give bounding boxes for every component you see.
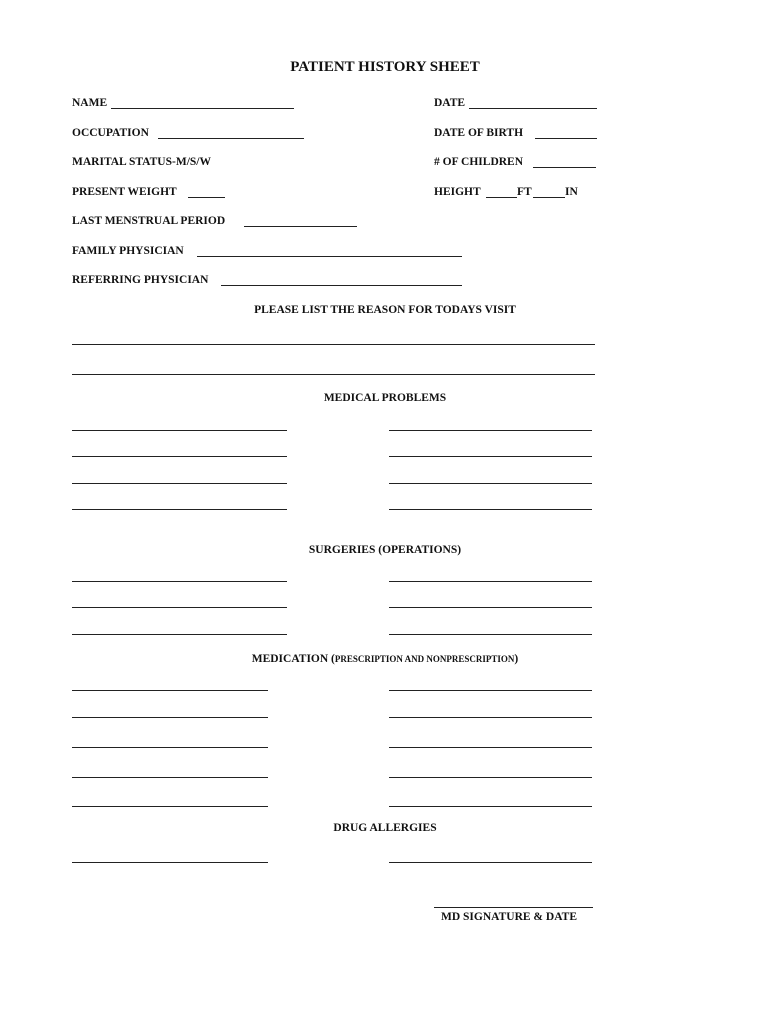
children-label: # OF CHILDREN [434,156,524,168]
marital-status-label: MARITAL STATUS-M/S/W [72,156,211,168]
drug-allergies-heading: DRUG ALLERGIES [333,822,437,834]
md-signature-label: MD SIGNATURE & DATE [441,911,577,923]
medication-line[interactable] [389,806,592,807]
children-field[interactable] [533,167,596,168]
family-physician-field[interactable] [197,256,462,257]
medical-problem-line[interactable] [389,483,592,484]
medication-line[interactable] [72,690,268,691]
height-ft-field[interactable] [486,197,517,198]
medication-line[interactable] [72,777,268,778]
surgery-line[interactable] [389,607,592,608]
surgery-line[interactable] [72,607,287,608]
surgeries-heading: SURGERIES (OPERATIONS) [308,544,462,556]
referring-physician-field[interactable] [221,285,462,286]
height-ft-label: FT [517,186,532,198]
medical-problem-line[interactable] [72,430,287,431]
medication-note: PRESCRIPTION AND NONPRESCRIPTION [334,654,515,664]
height-in-field[interactable] [533,197,565,198]
date-field[interactable] [469,108,597,109]
medication-line[interactable] [389,717,592,718]
page-title: PATIENT HISTORY SHEET [290,59,480,75]
medical-problem-line[interactable] [72,483,287,484]
drug-allergy-line[interactable] [389,862,592,863]
drug-allergy-line[interactable] [72,862,268,863]
surgery-line[interactable] [389,581,592,582]
medication-heading [0,652,770,666]
present-weight-label: PRESENT WEIGHT [72,186,177,198]
medical-problem-line[interactable] [72,456,287,457]
surgery-line[interactable] [72,581,287,582]
medication-close: ) [514,653,519,665]
height-in-label: IN [565,186,578,198]
medication-line[interactable] [72,717,268,718]
occupation-label: OCCUPATION [72,127,149,139]
medication-line[interactable] [389,747,592,748]
last-menstrual-field[interactable] [244,226,357,227]
family-physician-label: FAMILY PHYSICIAN [72,245,184,257]
occupation-field[interactable] [158,138,304,139]
last-menstrual-label: LAST MENSTRUAL PERIOD [72,215,226,227]
weight-field[interactable] [188,197,225,198]
height-label: HEIGHT [434,186,481,198]
surgery-line[interactable] [389,634,592,635]
medication-line[interactable] [389,777,592,778]
medical-problem-line[interactable] [389,430,592,431]
medical-problems-heading: MEDICAL PROBLEMS [323,392,447,404]
medical-problem-line[interactable] [72,509,287,510]
name-field[interactable] [111,108,294,109]
medication-line[interactable] [72,806,268,807]
date-of-birth-field[interactable] [535,138,597,139]
medical-problem-line[interactable] [389,509,592,510]
md-signature-line[interactable] [434,907,593,908]
medication-line[interactable] [389,690,592,691]
surgery-line[interactable] [72,634,287,635]
reason-line[interactable] [72,374,595,375]
date-of-birth-label: DATE OF BIRTH [434,127,524,139]
name-label: NAME [72,97,108,109]
reason-visit-heading: PLEASE LIST THE REASON FOR TODAYS VISIT [254,304,516,316]
date-label: DATE [434,97,466,109]
referring-physician-label: REFERRING PHYSICIAN [72,274,209,286]
medication-line[interactable] [72,747,268,748]
medical-problem-line[interactable] [389,456,592,457]
medication-label: MEDICATION ( [251,653,335,665]
reason-line[interactable] [72,344,595,345]
